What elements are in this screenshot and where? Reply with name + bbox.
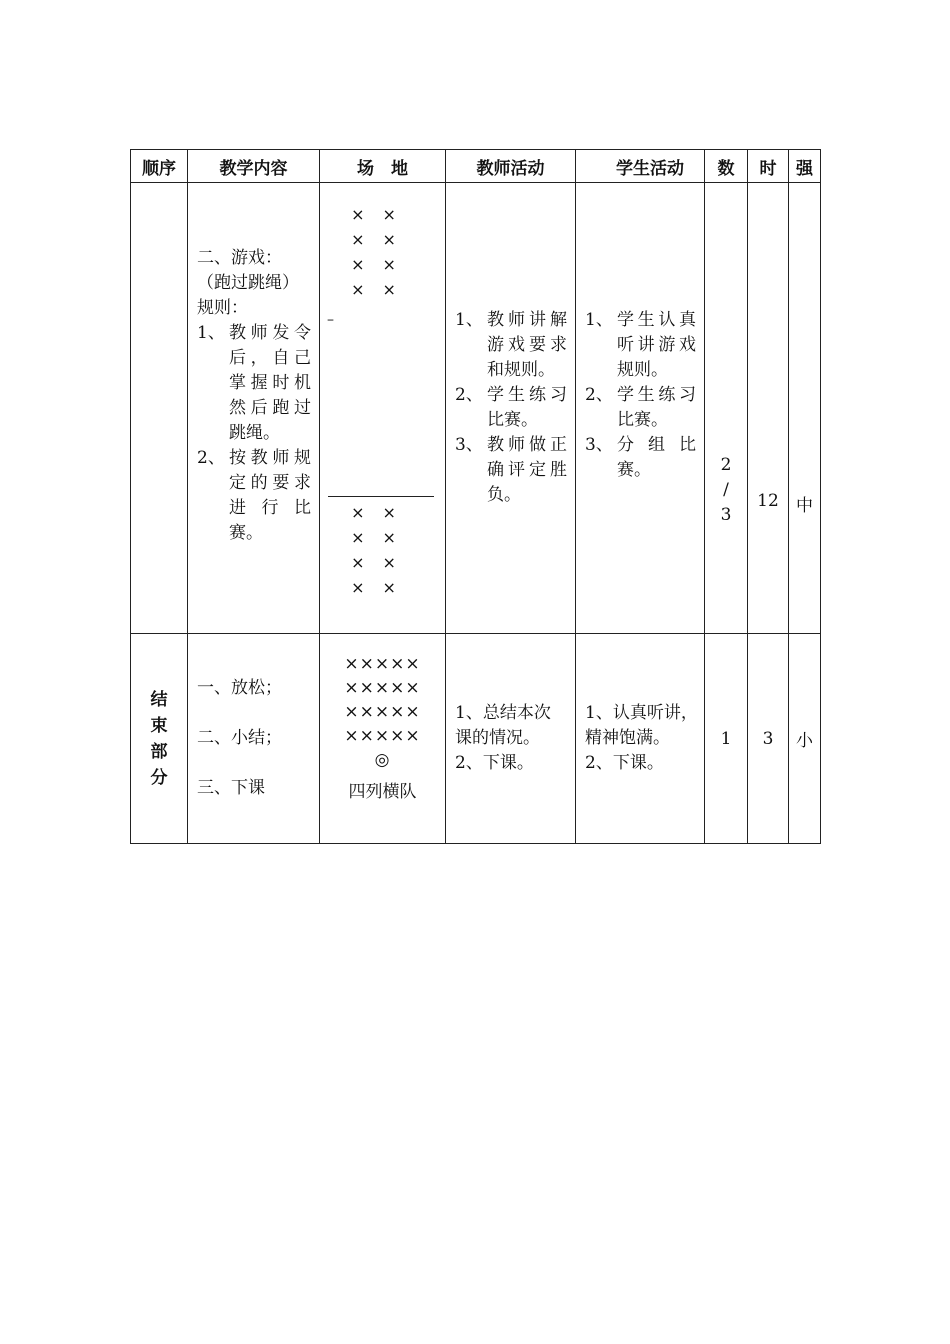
ending-student-cell: 1、认真听讲， 精神饱满。 2、下课。 [576, 634, 705, 844]
player-row: ××××× [344, 702, 421, 722]
player-row: ×× [351, 553, 414, 572]
header-count: 数 [705, 150, 748, 183]
header-order: 顺序 [131, 150, 188, 183]
game-intensity-cell: 中 [789, 183, 821, 634]
header-teacher-activity: 教师活动 [446, 150, 576, 183]
rule-item: 2、 按教师规 定的要求 进 行 比 赛。 [197, 448, 311, 543]
lesson-plan-table [130, 149, 821, 844]
game-time-cell: 12 [748, 183, 789, 634]
ending-intensity-cell: 小 [789, 634, 821, 844]
player-row: ×× [351, 503, 414, 522]
formation-diagram [320, 652, 445, 804]
header-field: 场 地 [320, 150, 446, 183]
header-content: 教学内容 [188, 150, 320, 183]
ending-count-cell: 1 [705, 634, 748, 844]
header-time: 时 [748, 150, 789, 183]
teacher-item: 1、 教师讲解 游戏要求 和规则。 [455, 310, 567, 380]
game-row [131, 183, 821, 634]
player-row: ×× [351, 528, 414, 547]
player-row: ×× [351, 280, 414, 299]
game-teacher-cell [446, 183, 576, 634]
game-title: 二、游戏： [197, 248, 282, 268]
start-mark: – [327, 312, 334, 328]
ending-content-cell: 一、放松； 二、小结； 三、下课 [188, 634, 320, 844]
player-row: ×× [351, 205, 414, 224]
student-item: 1、 学生认真 听讲游戏 规则。 [585, 310, 696, 380]
rule-item: 1、 教师发令 后，自己 掌握时机 然后跑过 跳绳。 [197, 323, 311, 443]
player-row: ××××× [344, 726, 421, 746]
teacher-item: 2、 学生练习 比赛。 [455, 385, 567, 430]
ending-time-cell: 3 [748, 634, 789, 844]
game-content-cell [188, 183, 320, 634]
game-count-cell: 2 / 3 [705, 183, 748, 634]
player-row: ×× [351, 230, 414, 249]
header-intensity: 强 [789, 150, 821, 183]
rules-label: 规则： [197, 298, 248, 318]
game-order-cell [131, 183, 188, 634]
student-item: 2、 学生练习 比赛。 [585, 385, 696, 430]
section-label: 结 束 部 分 [150, 689, 168, 788]
ending-order-cell [131, 634, 188, 844]
player-row: ××××× [344, 654, 421, 674]
teacher-item: 3、 教师做正 确评定胜 负。 [455, 435, 567, 505]
student-item: 3、 分 组 比 赛。 [585, 435, 696, 480]
player-row: ×× [351, 255, 414, 274]
rope-line [328, 496, 434, 497]
header-student-activity: 学生活动 [576, 150, 705, 183]
player-row: ××××× [344, 678, 421, 698]
game-name: （跑过跳绳） [197, 273, 299, 293]
ending-teacher-cell: 1、总结本次 课的情况。 2、下课。 [446, 634, 576, 844]
game-field-cell [320, 183, 446, 634]
game-student-cell [576, 183, 705, 634]
teacher-mark: ◎ [374, 750, 391, 770]
formation-label: 四列横队 [348, 782, 417, 802]
player-row: ×× [351, 578, 414, 597]
ending-field-cell [320, 634, 446, 844]
field-diagram [320, 183, 445, 633]
header-row [131, 150, 821, 183]
ending-row [131, 634, 821, 844]
